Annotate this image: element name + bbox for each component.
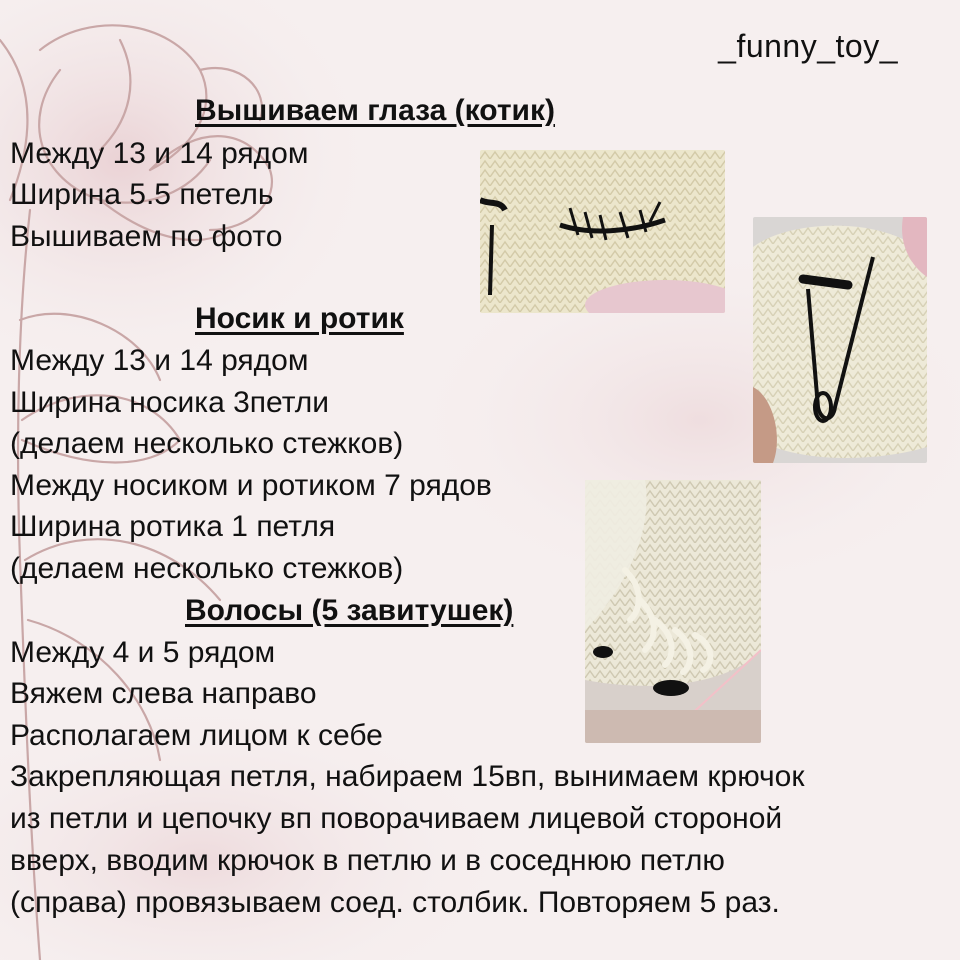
- nose-line-3: (делаем несколько стежков): [10, 427, 404, 460]
- nose-line-5: Ширина ротика 1 петля: [10, 510, 336, 543]
- hair-line-7: (справа) провязываем соед. столбик. Повторяем 5 раз.: [10, 886, 780, 919]
- nose-mouth-photo: [753, 217, 927, 463]
- hair-line-6: вверх, вводим крючок в петлю и в соседнюю петлю: [10, 844, 725, 877]
- heading-eyes: Вышиваем глаза (котик): [195, 94, 555, 127]
- hair-line-4: Закрепляющая петля, набираем 15вп, вынимаем крючок: [10, 760, 805, 793]
- hair-line-3: Располагаем лицом к себе: [10, 719, 383, 752]
- nose-line-6: (делаем несколько стежков): [10, 552, 404, 585]
- heading-nose-mouth: Носик и ротик: [195, 302, 404, 335]
- watermark-text: _funny_toy_: [718, 28, 898, 64]
- eyes-line-1: Между 13 и 14 рядом: [10, 137, 309, 170]
- eyes-line-3: Вышиваем по фото: [10, 220, 283, 253]
- hair-line-1: Между 4 и 5 рядом: [10, 636, 276, 669]
- nose-line-4: Между носиком и ротиком 7 рядов: [10, 469, 492, 502]
- hair-curls-photo: [585, 480, 761, 743]
- hair-line-5: из петли и цепочку вп поворачиваем лицевой стороной: [10, 802, 783, 835]
- hair-line-2: Вяжем слева направо: [10, 677, 317, 710]
- eyes-closed-photo: [480, 150, 725, 313]
- heading-hair: Волосы (5 завитушек): [185, 594, 514, 627]
- nose-line-1: Между 13 и 14 рядом: [10, 344, 309, 377]
- eyes-line-2: Ширина 5.5 петель: [10, 178, 274, 211]
- nose-line-2: Ширина носика 3петли: [10, 386, 330, 419]
